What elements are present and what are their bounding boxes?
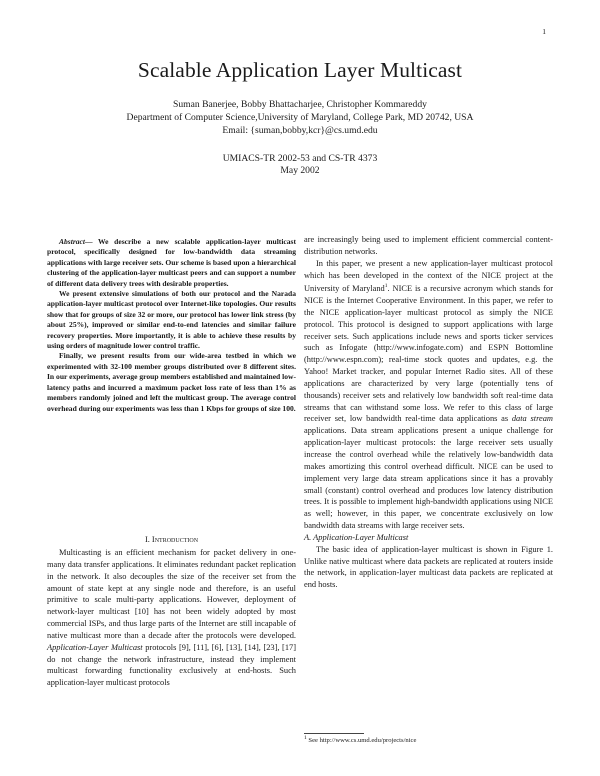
intro-paragraph-2: In this paper, we present a new application-layer multicast protocol which has been developed in the context of the NICE project at the University of Maryland$^1$. NICE is a recursive acronym which stands for NICE is the Internet Cooperative Environment. In this paper, we refer to the NICE application-layer multicast protocol as simply the NICE protocol. This protocol is designed to support applications with large receiver sets. Such applications include news and sports ticker services such as Infogate (http://www.infogate.com) and ESPN Bottomline (http://www.espn.com); real-time stock quotes and updates, e.g. the Yahoo! Market tracker, and popular Internet Radio sites. All of these applications are characterized by very large (potentially tens of thousands) receiver sets and relatively low bandwidth soft real-time data streams that can withstand some loss. We refer to this class of large receiver set, low bandwidth real-time data applications as data stream applications. Data stream applications present a unique challenge for application-layer multicast protocols: the large receiver sets usually increase the control overhead while the relatively low-bandwidth data makes amortizing this control overhead difficult. NICE can be used to implement very large data stream applications since it has a provably small (constant) control overhead and produces low latency distribution trees. It is possible to implement high-bandwidth applications using NICE as well; however, in this paper, we concentrate exclusively on low bandwidth data streams with large receiver sets.	[304, 258, 553, 531]
left-column-body	[47, 547, 296, 689]
section-heading-introduction: I. Introduction	[144, 535, 199, 544]
term-application-layer-multicast: Application-Layer Multicast	[47, 642, 143, 652]
term-data-stream: data stream	[511, 414, 553, 424]
email: Email: {suman,bobby,kcr}@cs.umd.edu	[222, 125, 378, 136]
abstract	[47, 237, 296, 414]
abstract-paragraph-2: We present extensive simulations of both our protocol and the Narada application-layer multicast protocol over Internet-like topologies. Our results show that for groups of size 32 or more, our protocol has lower link stress (by about 25%), improved or similar end-to-end latencies and similar failure recovery properties. More importantly, it is able to achieve these results by using orders of magnitude lower control traffic.	[47, 289, 296, 351]
report-date: May 2002	[280, 165, 320, 176]
abstract-paragraph-1: Abstract— We describe a new scalable application-layer multicast protocol, specifically designed for low-bandwidth data streaming applications with large receiver sets. Our scheme is based upon a hierarchical clustering of the application-layer multicast peers and can support a number of different data delivery trees with desirable properties.	[47, 237, 296, 288]
authors: Suman Banerjee, Bobby Bhattacharjee, Christopher Kommareddy	[173, 99, 427, 110]
intro-paragraph-1: Multicasting is an efficient mechanism for packet delivery in one-many data transfer applications. It eliminates redundant packet replication in the network. It also decouples the size of the receiver set from the amount of state kept at any single node and therefore, is an useful primitive to scale multi-party applications. However, deployment of network-layer multicast [10] has not been widely adopted by most commercial ISPs, and thus large parts of the Internet are still incapable of native multicast more than a decade after the protocols were developed. Application-Layer Multicast protocols [9], [11], [6], [13], [14], [23], [17] do not change the network infrastructure, instead they implement multicast forwarding functionality exclusively at end-hosts. Such application-layer multicast protocols	[47, 548, 297, 688]
footnote-marker: 1	[384, 283, 388, 290]
footnote-rule	[304, 733, 364, 734]
right-column-body	[304, 234, 553, 591]
page-number: 1	[542, 27, 546, 36]
footnote: $^1$ See http://www.cs.umd.edu/projects/nice	[304, 735, 417, 745]
alm-paragraph-1: The basic idea of application-layer multicast is shown in Figure 1. Unlike native multicast where data packets are replicated at routers inside the network, in application-layer multicast data packets are replicated at end hosts.	[304, 544, 553, 590]
report-id: UMIACS-TR 2002-53 and CS-TR 4373	[222, 153, 378, 164]
affiliation: Department of Computer Science,University of Maryland, College Park, MD 20742, USA	[126, 112, 474, 123]
subsection-heading-alm: A. Application-Layer Multicast	[304, 532, 409, 542]
paper-title: Scalable Application Layer Multicast	[137, 58, 463, 82]
abstract-label: Abstract	[59, 237, 85, 246]
abstract-paragraph-3: Finally, we present results from our wide-area testbed in which we experimented with 32-100 member groups distributed over 8 different sites. In our experiments, average group members established and maintained low-latency paths and incurred a maximum packet loss rate of less than 1% as members randomly joined and left the multicast group. The average control overhead during our experiments was less than 1 Kbps for groups of size 100.	[47, 351, 296, 413]
intro-paragraph-1-continued: are increasingly being used to implement efficient commercial content-distribution networks.	[304, 235, 553, 256]
